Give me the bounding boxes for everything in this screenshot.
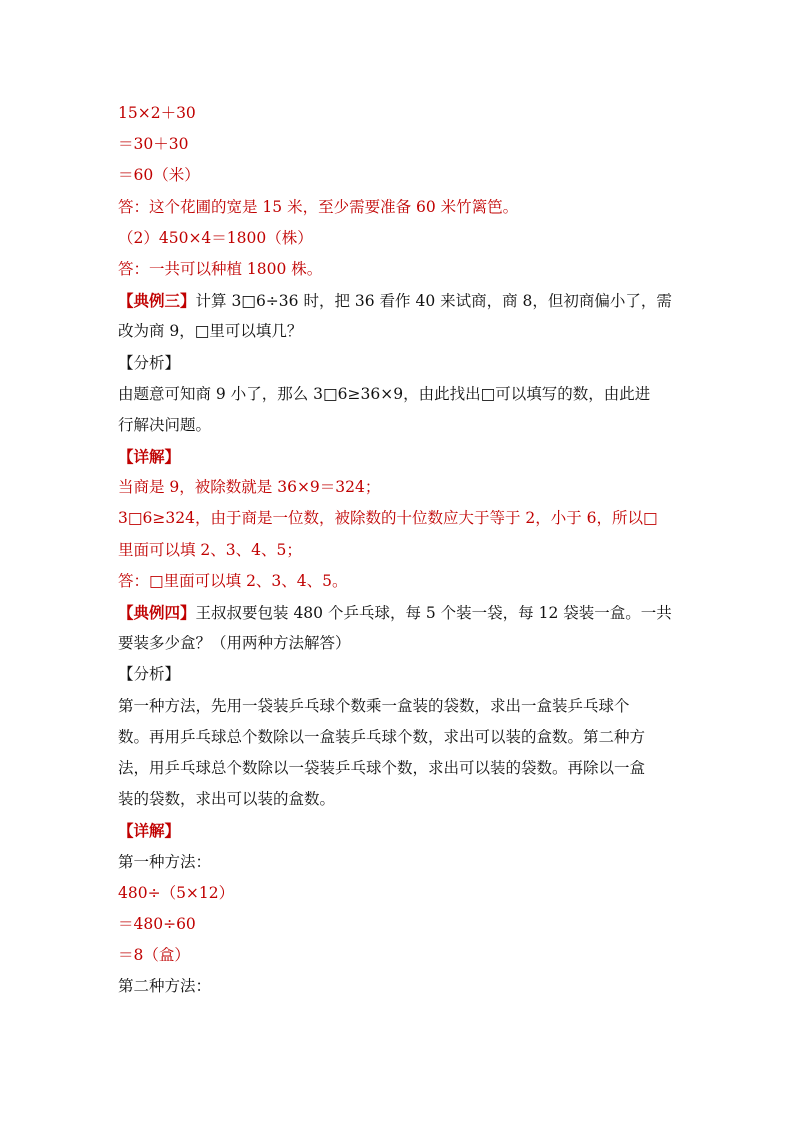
answer-line: 答：□里面可以填 2、3、4、5。: [118, 571, 348, 590]
calc-line-1: 15×2＋30: [118, 104, 196, 122]
example-3-question: [118, 285, 688, 316]
solution-line-1: 当商是 9，被除数就是 36×9＝324；: [118, 478, 381, 497]
analysis-heading: 【分析】: [118, 665, 181, 684]
analysis-heading: 【分析】: [118, 353, 181, 372]
analysis-text: 由题意可知商 9 小了，那么 3□6≥36×9，由此找出□可以填写的数，由此进: [118, 384, 651, 403]
example-3-question-cont: 改为商 9，□里可以填几？: [118, 322, 303, 341]
method-1-line-3: ＝8（盒）: [118, 946, 190, 965]
example-3-text: 计算 3□6÷36 时，把 36 看作 40 来试商，商 8，但初商偏小了，需: [195, 292, 672, 311]
answer-line: 答：一共可以种植 1800 株。: [118, 259, 323, 278]
example-4-tag: 【典例四】: [118, 603, 196, 622]
analysis-text-4: 装的袋数，求出可以装的盒数。: [118, 790, 336, 809]
document-body: [118, 98, 688, 1002]
calc-line-2: ＝30＋30: [118, 135, 189, 154]
solution-line-3: 里面可以填 2、3、4、5；: [118, 540, 302, 559]
solution-line-2: 3□6≥324，由于商是一位数，被除数的十位数应大于等于 2，小于 6，所以□: [118, 509, 658, 528]
method-1-line-2: ＝480÷60: [118, 914, 196, 933]
analysis-text-1: 第一种方法，先用一袋装乒乓球个数乘一盒装的袋数，求出一盒装乒乓球个: [118, 696, 630, 715]
analysis-text-2: 数。再用乒乓球总个数除以一盒装乒乓球个数，求出可以装的盒数。第二种方: [118, 727, 646, 746]
calc-line-4: （2）450×4＝1800（株）: [118, 228, 313, 247]
solution-heading: 【详解】: [118, 447, 181, 467]
method-2-heading: 第二种方法：: [118, 977, 212, 996]
method-1-line-1: 480÷（5×12）: [118, 883, 235, 902]
method-1-heading: 第一种方法：: [118, 852, 212, 871]
analysis-text-3: 法，用乒乓球总个数除以一袋装乒乓球个数，求出可以装的袋数。再除以一盒: [118, 758, 646, 777]
example-3-tag: 【典例三】: [118, 291, 196, 311]
calc-line-3: ＝60（米）: [118, 166, 200, 185]
example-4-text: 王叔叔要包装 480 个乒乓球，每 5 个装一袋，每 12 袋装一盒。一共: [195, 604, 672, 622]
answer-line: 答：这个花圃的宽是 15 米，至少需要准备 60 米竹篱笆。: [118, 197, 519, 216]
solution-heading: 【详解】: [118, 821, 181, 841]
analysis-text-cont: 行解决问题。: [118, 415, 212, 434]
example-4-question: [118, 597, 688, 628]
example-4-question-cont: 要装多少盒？（用两种方法解答）: [118, 634, 351, 653]
